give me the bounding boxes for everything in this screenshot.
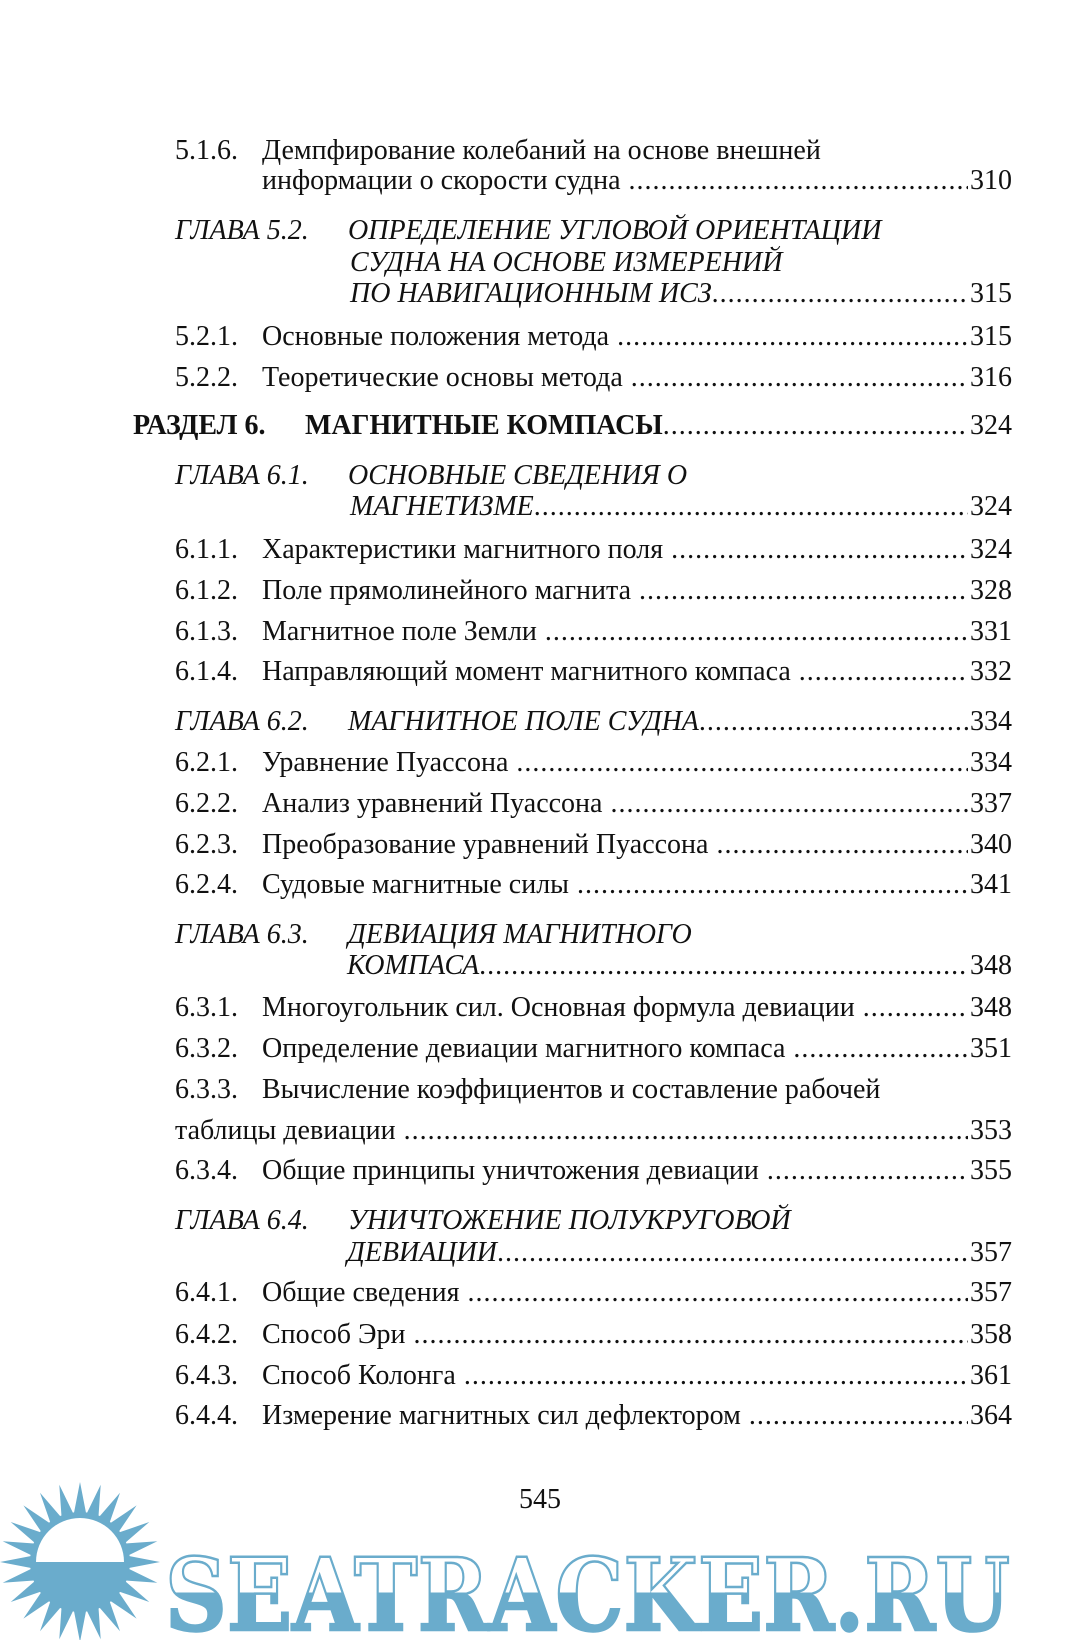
toc-line xyxy=(347,1235,1012,1271)
toc-entry-number: 6.1.4. xyxy=(175,656,238,687)
toc-page-number: 315 xyxy=(970,321,1012,352)
toc-line xyxy=(175,827,1012,863)
toc-line xyxy=(175,614,1012,650)
dot-leader xyxy=(404,1113,968,1149)
toc-line xyxy=(175,1317,1012,1353)
toc-title: Уравнение Пуассона xyxy=(262,747,509,778)
dot-leader xyxy=(716,827,968,863)
toc-title: КОМПАСА xyxy=(347,950,480,981)
dot-leader xyxy=(863,990,968,1026)
toc-title: Демпфирование колебаний на основе внешней xyxy=(262,135,821,166)
toc-line xyxy=(175,654,1012,690)
chapter-label: ГЛАВА 6.2. xyxy=(175,706,309,737)
toc-page-number: 324 xyxy=(970,410,1012,441)
toc-line xyxy=(350,489,1012,525)
toc-title: Поле прямолинейного магнита xyxy=(262,575,632,606)
toc-page-number: 324 xyxy=(970,534,1012,565)
toc-line xyxy=(175,213,1012,249)
toc-title: ОСНОВНЫЕ СВЕДЕНИЯ О xyxy=(348,460,688,491)
toc-page-number: 328 xyxy=(970,575,1012,606)
toc-page-number: 348 xyxy=(970,992,1012,1023)
toc-entry-number: 6.1.1. xyxy=(175,534,238,565)
watermark-text: SEATRACKER.RU xyxy=(165,1536,1010,1640)
toc-title: Общие принципы уничтожения девиации xyxy=(262,1155,759,1186)
toc-entry-number: 6.3.2. xyxy=(175,1033,238,1064)
toc-line xyxy=(175,532,1012,568)
toc-line xyxy=(175,573,1012,609)
dot-leader xyxy=(767,1153,968,1189)
toc-page-number: 337 xyxy=(970,788,1012,819)
toc-title: Многоугольник сил. Основная формула девиации xyxy=(262,992,855,1023)
toc-page-number: 348 xyxy=(970,950,1012,981)
toc-line xyxy=(175,319,1012,355)
dot-leader xyxy=(468,1275,968,1311)
toc-title: ОПРЕДЕЛЕНИЕ УГЛОВОЙ ОРИЕНТАЦИИ xyxy=(348,215,882,246)
toc-entry-number: 5.1.6. xyxy=(175,135,238,166)
toc-title: Основные положения метода xyxy=(262,321,610,352)
toc-page-number: 340 xyxy=(970,829,1012,860)
toc-title: Общие сведения xyxy=(262,1277,460,1308)
toc-title: Преобразование уравнений Пуассона xyxy=(262,829,709,860)
toc-line xyxy=(350,276,1012,312)
chapter-label: ГЛАВА 6.4. xyxy=(175,1205,309,1236)
toc-line xyxy=(175,786,1012,822)
toc-title: информации о скорости судна xyxy=(262,165,621,196)
toc-line xyxy=(175,360,1012,396)
toc-title: ДЕВИАЦИЯ МАГНИТНОГО xyxy=(348,919,692,950)
toc-title: Анализ уравнений Пуассона xyxy=(262,788,603,819)
toc-entry-number: 6.4.4. xyxy=(175,1400,238,1431)
toc-entry-number: 6.1.3. xyxy=(175,616,238,647)
toc-line xyxy=(175,867,1012,903)
toc-title: Измерение магнитных сил дефлектором xyxy=(262,1400,741,1431)
dot-leader xyxy=(464,1358,968,1394)
toc-title: Судовые магнитные силы xyxy=(262,869,569,900)
toc-page-number: 357 xyxy=(970,1237,1012,1268)
dot-leader xyxy=(639,573,968,609)
toc-title: МАГНИТНОЕ ПОЛЕ СУДНА xyxy=(348,706,699,737)
dot-leader xyxy=(629,163,968,199)
toc-line xyxy=(175,704,1012,740)
toc-page-number: 358 xyxy=(970,1319,1012,1350)
toc-entry-number: 6.2.2. xyxy=(175,788,238,819)
dot-leader xyxy=(799,654,968,690)
toc-page-number: 324 xyxy=(970,491,1012,522)
chapter-label: ГЛАВА 6.1. xyxy=(175,460,309,491)
toc-page-number: 332 xyxy=(970,656,1012,687)
dot-leader xyxy=(534,489,968,525)
chapter-label: ГЛАВА 6.3. xyxy=(175,919,309,950)
toc-entry-number: 6.2.3. xyxy=(175,829,238,860)
toc-line xyxy=(175,745,1012,781)
toc-page-number: 361 xyxy=(970,1360,1012,1391)
dot-leader xyxy=(712,276,968,312)
toc-entry-number: 6.4.1. xyxy=(175,1277,238,1308)
toc-title: таблицы девиации xyxy=(175,1115,396,1146)
toc-page-number: 353 xyxy=(970,1115,1012,1146)
toc-title: Теоретические основы метода xyxy=(262,362,623,393)
dot-leader xyxy=(414,1317,969,1353)
dot-leader xyxy=(577,867,968,903)
toc-entry-number: 6.3.3. xyxy=(175,1074,238,1105)
dot-leader xyxy=(516,745,968,781)
toc-title: Определение девиации магнитного компаса xyxy=(262,1033,786,1064)
toc-title: Способ Эри xyxy=(262,1319,406,1350)
toc-title: ПО НАВИГАЦИОННЫМ ИСЗ xyxy=(350,278,712,309)
chapter-label: ГЛАВА 5.2. xyxy=(175,215,309,246)
dot-leader xyxy=(617,319,968,355)
toc-entry-number: 5.2.2. xyxy=(175,362,238,393)
toc-line xyxy=(175,1031,1012,1067)
dot-leader xyxy=(699,704,968,740)
toc-page-number: 357 xyxy=(970,1277,1012,1308)
toc-page-number: 351 xyxy=(970,1033,1012,1064)
toc-page-number: 316 xyxy=(970,362,1012,393)
toc-page-number: 334 xyxy=(970,747,1012,778)
toc-page-number: 315 xyxy=(970,278,1012,309)
toc-title: ДЕВИАЦИИ xyxy=(347,1237,498,1268)
toc-title: Магнитное поле Земли xyxy=(262,616,537,647)
page-number: 545 xyxy=(519,1484,561,1515)
toc-line xyxy=(133,408,1012,444)
toc-entry-number: 6.2.4. xyxy=(175,869,238,900)
toc-entry-number: 6.1.2. xyxy=(175,575,238,606)
toc-page-number: 364 xyxy=(970,1400,1012,1431)
dot-leader xyxy=(497,1235,968,1271)
toc-entry-number: 5.2.1. xyxy=(175,321,238,352)
toc-line xyxy=(347,948,1012,984)
toc-entry-number: 6.4.3. xyxy=(175,1360,238,1391)
dot-leader xyxy=(749,1398,968,1434)
section-label: РАЗДЕЛ 6. xyxy=(133,410,266,441)
toc-line xyxy=(175,990,1012,1026)
toc-line xyxy=(175,1203,1012,1239)
dot-leader xyxy=(545,614,968,650)
dot-leader xyxy=(610,786,968,822)
toc-line xyxy=(175,1113,1012,1149)
toc-title: Направляющий момент магнитного компаса xyxy=(262,656,791,687)
dot-leader xyxy=(479,948,968,984)
toc-line xyxy=(262,163,1012,199)
toc-title: УНИЧТОЖЕНИЕ ПОЛУКРУГОВОЙ xyxy=(348,1205,791,1236)
toc-page-number: 331 xyxy=(970,616,1012,647)
toc-page-number: 341 xyxy=(970,869,1012,900)
toc-page-number: 355 xyxy=(970,1155,1012,1186)
toc-line xyxy=(175,1275,1012,1311)
toc-entry-number: 6.4.2. xyxy=(175,1319,238,1350)
toc-title: Способ Колонга xyxy=(262,1360,456,1391)
toc-title: Вычисление коэффициентов и составление рабочей xyxy=(262,1074,881,1105)
dot-leader xyxy=(631,360,968,396)
toc-title: Характеристики магнитного поля xyxy=(262,534,664,565)
toc-page-number: 310 xyxy=(970,165,1012,196)
toc-entry-number: 6.3.1. xyxy=(175,992,238,1023)
dot-leader xyxy=(663,408,968,444)
toc-title: МАГНЕТИЗМЕ xyxy=(350,491,534,522)
dot-leader xyxy=(671,532,968,568)
toc-title: МАГНИТНЫЕ КОМПАСЫ xyxy=(305,410,663,441)
toc-title: СУДНА НА ОСНОВЕ ИЗМЕРЕНИЙ xyxy=(350,247,783,278)
toc-line xyxy=(175,1398,1012,1434)
toc-line xyxy=(175,1072,1012,1108)
toc-entry-number: 6.3.4. xyxy=(175,1155,238,1186)
toc-entry-number: 6.2.1. xyxy=(175,747,238,778)
toc-page-number: 334 xyxy=(970,706,1012,737)
dot-leader xyxy=(793,1031,968,1067)
toc-line xyxy=(175,1358,1012,1394)
toc-line xyxy=(175,1153,1012,1189)
